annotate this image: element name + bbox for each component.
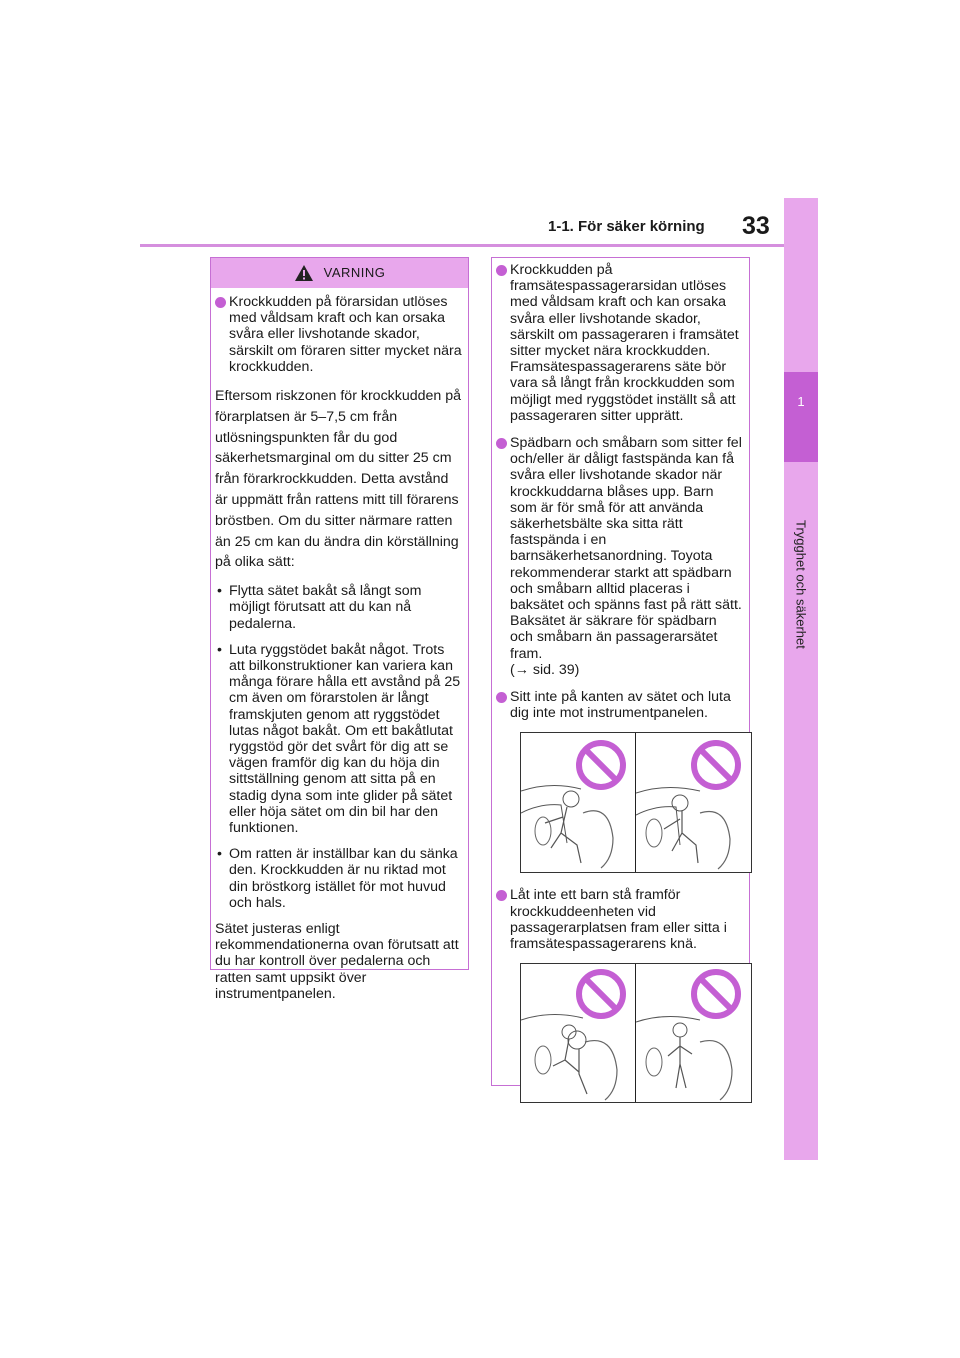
warning-header [211,258,468,288]
warning-bullet: Sitt inte på kanten av sätet och luta dig inte mot instrumentpanelen. [496,689,743,721]
bullet-dot-icon [496,890,507,901]
prohibition-icon [579,972,623,1016]
warning-triangle-icon [294,264,314,282]
page-number: 33 [742,212,770,240]
list-item: • Flytta sätet bakåt så långt som möjligt förutsatt att du kan nå pedalerna. [217,583,422,632]
illustration-leaning-forward [520,732,752,873]
closing-paragraph: Sätet justeras enligt rekommendationerna ovan förutsatt att du har kontroll över pedalerna och ratten samt uppsikt över instrumentpanelen. [215,921,459,1002]
header-rule [140,244,790,247]
chapter-title: Trygghet och säkerhet [793,520,809,649]
prohibition-icon [579,743,623,787]
list-item: • Om ratten är inställbar kan du sänka den. Krockkudden är nu riktad mot din bröstkorg istället för mot huvud och hals. [217,846,458,911]
bullet-dot-icon [496,265,507,276]
section-title: 1-1. För säker körning [548,218,705,235]
bullet-dot-icon [496,692,507,703]
illustration-child-position [520,963,752,1103]
prohibition-icon [694,972,738,1016]
warning-box-continued [491,257,750,1086]
list-item: • Luta ryggstödet bakåt något. Trots att bilkonstruktioner kan variera kan många förare hålla ett avstånd på 25 cm även om förarstolen är långt framskjuten genom att ryggstödet lutas något bakåt. Om ett bakåtlutat ryggstöd gör det svårt för dig att se vägen framför dig kan du höja din sittställning genom att sitta på en stadig dyna som inte glider på sätet eller höja sätet om din bil har den funktionen. [217,641,461,837]
illustration-panel [521,964,635,1102]
prohibition-icon [694,743,738,787]
page-reference: (→ sid. 39) [510,661,580,678]
bullet-dot-icon [496,438,507,449]
warning-paragraph: Eftersom riskzonen för krockkudden på förarplatsen är 5–7,5 cm från utlösningspunkten får du god säkerhetsmarginal om du sitter 25 cm från förarkrockkudden. Detta avstånd är uppmätt från rattens mitt till förarens bröstben. Om du sitter närmare ratten än 25 cm kan du ändra din körställning på olika sätt: [215,388,462,571]
warning-bullet: Låt inte ett barn stå framför krockkuddeenheten vid passagerarplatsen fram eller sitta i framsätespassagerarens knä. [496,887,743,952]
chapter-number: 1 [797,394,805,409]
illustration-panel [636,733,752,872]
chapter-tab-marker [784,372,818,462]
warning-box [210,257,469,1002]
warning-label: VARNING [323,264,386,280]
illustration-panel [636,964,752,1102]
warning-bullet: Krockkudden på förarsidan utlöses med våldsam kraft och kan orsaka svåra eller livshotande skador, särskilt om föraren sitter mycket nära krockkudden. [215,294,462,375]
warning-bullet: Spädbarn och småbarn som sitter fel och/eller är dåligt fastspända kan få svåra eller livshotande skador när krockkuddarna blåses upp. Barn som är för små för att använda säkerhetsbälte ska sitta rätt fastspända i en barnsäkerhetsanordning. Toyota rekommenderar starkt att spädbarn och småbarn alltid placeras i baksätet och spänns fast på rätt sätt. Baksätet är säkrare för spädbarn och småbarn än passagerarsätet fram. (→ sid. 39) [496,435,743,678]
warning-bullet: Krockkudden på framsätespassagerarsidan utlöses med våldsam kraft och kan orsaka svåra eller livshotande skador, särskilt om passageraren i framsätet sitter mycket nära krockkudden. Framsätespassagerarens säte bör vara så långt från krockkudden som möjligt med ryggstödet inställt så att passageraren sitter upprätt. [496,262,743,424]
bullet-dot-icon [215,297,226,308]
chapter-tab [784,198,818,1160]
illustration-panel [521,733,635,872]
